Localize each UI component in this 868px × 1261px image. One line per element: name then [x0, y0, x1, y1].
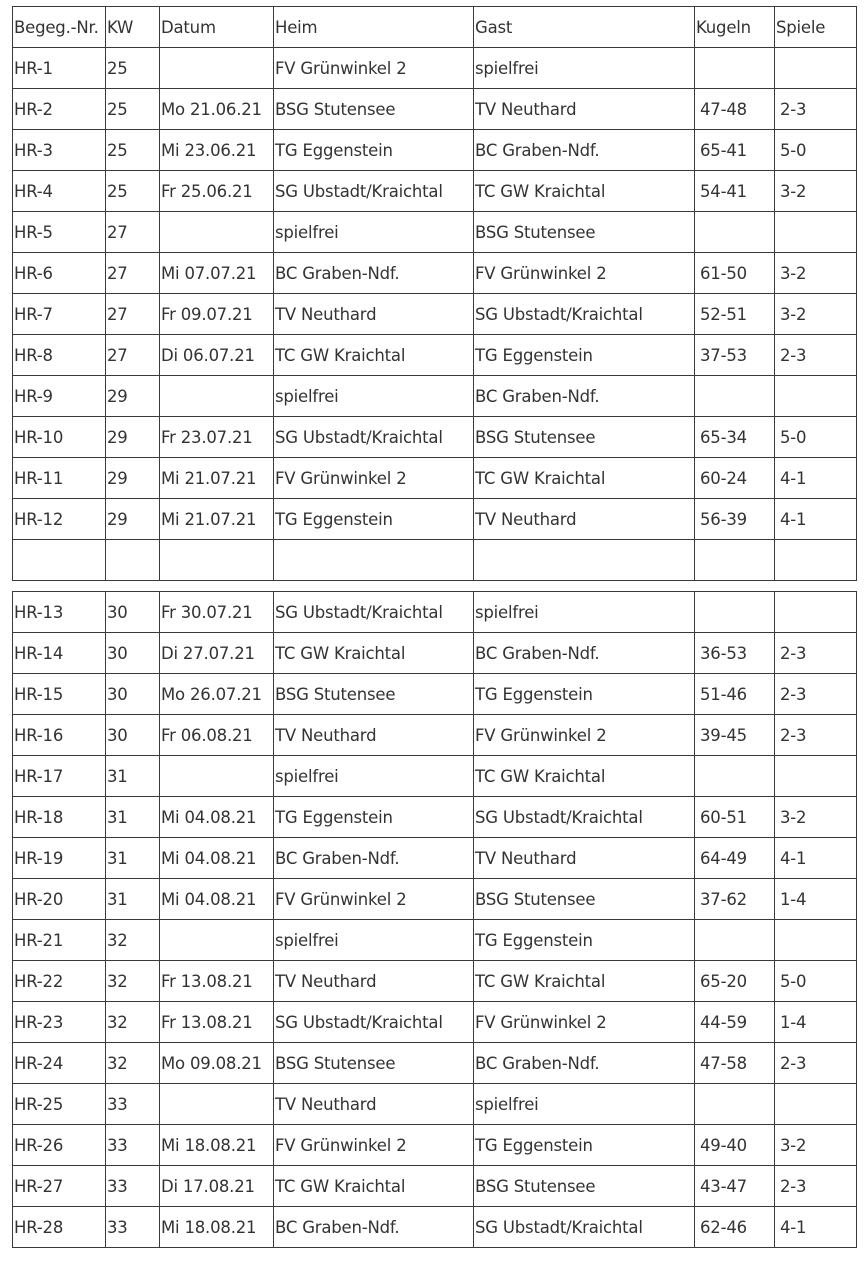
- cell-kw: 32: [106, 1043, 160, 1084]
- header-begeg-nr: Begeg.-Nr.: [13, 7, 106, 48]
- cell-kugeln: 44-59: [695, 1002, 775, 1043]
- cell-spiele: [775, 376, 857, 417]
- table-row: [13, 253, 857, 294]
- cell-datum: Di 06.07.21: [160, 335, 274, 376]
- cell-spiele: 3-2: [775, 797, 857, 838]
- cell-spiele: [775, 920, 857, 961]
- cell-gast: FV Grünwinkel 2: [474, 253, 695, 294]
- cell-spiele: 2-3: [775, 674, 857, 715]
- cell-heim: BC Graben-Ndf.: [274, 838, 474, 879]
- cell-kugeln: 65-34: [695, 417, 775, 458]
- cell-kugeln: 52-51: [695, 294, 775, 335]
- cell-datum: Mi 04.08.21: [160, 797, 274, 838]
- table-row: [13, 674, 857, 715]
- cell-begeg-nr: [13, 540, 106, 581]
- cell-heim: TC GW Kraichtal: [274, 335, 474, 376]
- cell-kugeln: [695, 920, 775, 961]
- header-gast: Gast: [474, 7, 695, 48]
- table-row: [13, 212, 857, 253]
- cell-begeg-nr: HR-21: [13, 920, 106, 961]
- cell-begeg-nr: HR-4: [13, 171, 106, 212]
- cell-datum: Mo 21.06.21: [160, 89, 274, 130]
- cell-gast: spielfrei: [474, 1084, 695, 1125]
- cell-heim: TG Eggenstein: [274, 797, 474, 838]
- cell-datum: Mi 21.07.21: [160, 458, 274, 499]
- cell-spiele: 1-4: [775, 1002, 857, 1043]
- cell-begeg-nr: HR-8: [13, 335, 106, 376]
- cell-kw: 32: [106, 920, 160, 961]
- cell-datum: Fr 13.08.21: [160, 1002, 274, 1043]
- cell-gast: spielfrei: [474, 592, 695, 633]
- cell-spiele: 5-0: [775, 417, 857, 458]
- cell-datum: Mo 26.07.21: [160, 674, 274, 715]
- cell-kugeln: 65-20: [695, 961, 775, 1002]
- cell-gast: TG Eggenstein: [474, 1125, 695, 1166]
- cell-kw: 25: [106, 171, 160, 212]
- table-row: [13, 130, 857, 171]
- cell-datum: Fr 30.07.21: [160, 592, 274, 633]
- cell-begeg-nr: HR-7: [13, 294, 106, 335]
- cell-spiele: 4-1: [775, 1207, 857, 1248]
- cell-gast: BC Graben-Ndf.: [474, 130, 695, 171]
- cell-heim: FV Grünwinkel 2: [274, 48, 474, 89]
- cell-kw: 30: [106, 674, 160, 715]
- cell-heim: spielfrei: [274, 376, 474, 417]
- cell-heim: spielfrei: [274, 756, 474, 797]
- cell-datum: Di 17.08.21: [160, 1166, 274, 1207]
- cell-begeg-nr: HR-19: [13, 838, 106, 879]
- cell-kw: 32: [106, 1002, 160, 1043]
- cell-kw: 27: [106, 253, 160, 294]
- cell-kugeln: 37-53: [695, 335, 775, 376]
- cell-datum: [160, 756, 274, 797]
- cell-kw: 31: [106, 838, 160, 879]
- cell-begeg-nr: HR-5: [13, 212, 106, 253]
- cell-spiele: [775, 1084, 857, 1125]
- table-row: [13, 592, 857, 633]
- cell-datum: Di 27.07.21: [160, 633, 274, 674]
- cell-spiele: 1-4: [775, 879, 857, 920]
- table-row: [13, 1002, 857, 1043]
- cell-datum: Mi 07.07.21: [160, 253, 274, 294]
- cell-heim: SG Ubstadt/Kraichtal: [274, 171, 474, 212]
- cell-spiele: 4-1: [775, 838, 857, 879]
- cell-kw: 25: [106, 48, 160, 89]
- cell-kw: 31: [106, 879, 160, 920]
- fixtures-table-first-half: [12, 6, 857, 581]
- cell-begeg-nr: HR-24: [13, 1043, 106, 1084]
- cell-datum: [160, 540, 274, 581]
- cell-gast: BSG Stutensee: [474, 1166, 695, 1207]
- cell-begeg-nr: HR-28: [13, 1207, 106, 1248]
- cell-begeg-nr: HR-12: [13, 499, 106, 540]
- cell-spiele: 4-1: [775, 499, 857, 540]
- cell-spiele: 3-2: [775, 294, 857, 335]
- cell-begeg-nr: HR-14: [13, 633, 106, 674]
- cell-gast: TV Neuthard: [474, 838, 695, 879]
- table-row: [13, 920, 857, 961]
- cell-kugeln: 54-41: [695, 171, 775, 212]
- cell-datum: Mi 04.08.21: [160, 879, 274, 920]
- cell-datum: [160, 212, 274, 253]
- table-row: [13, 1207, 857, 1248]
- cell-kugeln: [695, 48, 775, 89]
- table-row: [13, 1125, 857, 1166]
- cell-spiele: [775, 592, 857, 633]
- table-row: [13, 458, 857, 499]
- cell-heim: FV Grünwinkel 2: [274, 879, 474, 920]
- cell-gast: BSG Stutensee: [474, 417, 695, 458]
- cell-kugeln: 43-47: [695, 1166, 775, 1207]
- cell-spiele: 3-2: [775, 171, 857, 212]
- cell-gast: [474, 540, 695, 581]
- cell-heim: TV Neuthard: [274, 294, 474, 335]
- cell-spiele: 2-3: [775, 89, 857, 130]
- cell-heim: BSG Stutensee: [274, 89, 474, 130]
- cell-gast: BC Graben-Ndf.: [474, 633, 695, 674]
- cell-datum: Fr 09.07.21: [160, 294, 274, 335]
- cell-kugeln: 56-39: [695, 499, 775, 540]
- cell-begeg-nr: HR-11: [13, 458, 106, 499]
- cell-kw: 27: [106, 335, 160, 376]
- cell-begeg-nr: HR-17: [13, 756, 106, 797]
- cell-kugeln: 60-24: [695, 458, 775, 499]
- table-row: [13, 48, 857, 89]
- table-row: [13, 1084, 857, 1125]
- cell-kw: 30: [106, 592, 160, 633]
- cell-heim: TC GW Kraichtal: [274, 1166, 474, 1207]
- cell-begeg-nr: HR-2: [13, 89, 106, 130]
- cell-gast: TG Eggenstein: [474, 335, 695, 376]
- table-row: [13, 335, 857, 376]
- cell-gast: TG Eggenstein: [474, 674, 695, 715]
- table-row: [13, 961, 857, 1002]
- cell-begeg-nr: HR-22: [13, 961, 106, 1002]
- cell-kugeln: 37-62: [695, 879, 775, 920]
- cell-kugeln: 62-46: [695, 1207, 775, 1248]
- cell-kw: 25: [106, 89, 160, 130]
- cell-gast: TC GW Kraichtal: [474, 171, 695, 212]
- cell-datum: [160, 376, 274, 417]
- cell-kw: 32: [106, 961, 160, 1002]
- cell-spiele: 5-0: [775, 130, 857, 171]
- cell-spiele: 2-3: [775, 1166, 857, 1207]
- cell-begeg-nr: HR-26: [13, 1125, 106, 1166]
- cell-kugeln: 64-49: [695, 838, 775, 879]
- cell-spiele: 5-0: [775, 961, 857, 1002]
- cell-kugeln: [695, 376, 775, 417]
- cell-datum: Mi 18.08.21: [160, 1125, 274, 1166]
- cell-kw: 30: [106, 633, 160, 674]
- cell-spiele: 4-1: [775, 458, 857, 499]
- cell-datum: Fr 23.07.21: [160, 417, 274, 458]
- cell-gast: FV Grünwinkel 2: [474, 1002, 695, 1043]
- header-spiele: Spiele: [775, 7, 857, 48]
- table-row: [13, 879, 857, 920]
- cell-kw: 31: [106, 756, 160, 797]
- cell-begeg-nr: HR-18: [13, 797, 106, 838]
- cell-datum: Mi 04.08.21: [160, 838, 274, 879]
- cell-spiele: [775, 756, 857, 797]
- cell-begeg-nr: HR-1: [13, 48, 106, 89]
- table-row: [13, 756, 857, 797]
- cell-heim: TC GW Kraichtal: [274, 633, 474, 674]
- cell-kw: 33: [106, 1166, 160, 1207]
- cell-datum: Fr 06.08.21: [160, 715, 274, 756]
- table-row: [13, 540, 857, 581]
- cell-kw: 31: [106, 797, 160, 838]
- cell-datum: [160, 920, 274, 961]
- cell-kugeln: 39-45: [695, 715, 775, 756]
- cell-spiele: 2-3: [775, 1043, 857, 1084]
- cell-kugeln: 60-51: [695, 797, 775, 838]
- cell-heim: TV Neuthard: [274, 961, 474, 1002]
- cell-spiele: [775, 48, 857, 89]
- cell-kw: 29: [106, 417, 160, 458]
- cell-begeg-nr: HR-13: [13, 592, 106, 633]
- cell-gast: SG Ubstadt/Kraichtal: [474, 294, 695, 335]
- table-row: [13, 171, 857, 212]
- header-kugeln: Kugeln: [695, 7, 775, 48]
- cell-heim: TG Eggenstein: [274, 130, 474, 171]
- cell-gast: BC Graben-Ndf.: [474, 1043, 695, 1084]
- cell-kugeln: 51-46: [695, 674, 775, 715]
- table-row: [13, 417, 857, 458]
- cell-heim: TV Neuthard: [274, 715, 474, 756]
- cell-spiele: 2-3: [775, 335, 857, 376]
- cell-kw: 27: [106, 212, 160, 253]
- cell-heim: BSG Stutensee: [274, 674, 474, 715]
- cell-spiele: 2-3: [775, 633, 857, 674]
- cell-heim: SG Ubstadt/Kraichtal: [274, 417, 474, 458]
- cell-begeg-nr: HR-6: [13, 253, 106, 294]
- table-row: [13, 89, 857, 130]
- cell-gast: TV Neuthard: [474, 89, 695, 130]
- cell-spiele: 3-2: [775, 1125, 857, 1166]
- cell-gast: BSG Stutensee: [474, 212, 695, 253]
- cell-kw: 29: [106, 499, 160, 540]
- table-row: [13, 797, 857, 838]
- cell-begeg-nr: HR-3: [13, 130, 106, 171]
- cell-kw: 27: [106, 294, 160, 335]
- cell-kw: 25: [106, 130, 160, 171]
- cell-datum: [160, 1084, 274, 1125]
- cell-kw: 33: [106, 1125, 160, 1166]
- cell-gast: SG Ubstadt/Kraichtal: [474, 1207, 695, 1248]
- cell-begeg-nr: HR-27: [13, 1166, 106, 1207]
- cell-kugeln: 47-58: [695, 1043, 775, 1084]
- cell-kugeln: 49-40: [695, 1125, 775, 1166]
- cell-kw: 29: [106, 458, 160, 499]
- cell-datum: Mi 18.08.21: [160, 1207, 274, 1248]
- cell-kugeln: [695, 212, 775, 253]
- header-kw: KW: [106, 7, 160, 48]
- cell-gast: TV Neuthard: [474, 499, 695, 540]
- table-row: [13, 838, 857, 879]
- cell-gast: BC Graben-Ndf.: [474, 376, 695, 417]
- cell-gast: TG Eggenstein: [474, 920, 695, 961]
- table-header-row: [13, 7, 857, 48]
- cell-kugeln: [695, 540, 775, 581]
- table-row: [13, 1043, 857, 1084]
- header-datum: Datum: [160, 7, 274, 48]
- table-row: [13, 376, 857, 417]
- cell-heim: BSG Stutensee: [274, 1043, 474, 1084]
- cell-begeg-nr: HR-9: [13, 376, 106, 417]
- cell-spiele: [775, 212, 857, 253]
- cell-kugeln: [695, 592, 775, 633]
- cell-kugeln: 36-53: [695, 633, 775, 674]
- cell-begeg-nr: HR-16: [13, 715, 106, 756]
- cell-kw: 30: [106, 715, 160, 756]
- cell-begeg-nr: HR-10: [13, 417, 106, 458]
- cell-datum: Mo 09.08.21: [160, 1043, 274, 1084]
- cell-kugeln: 47-48: [695, 89, 775, 130]
- cell-gast: BSG Stutensee: [474, 879, 695, 920]
- cell-begeg-nr: HR-23: [13, 1002, 106, 1043]
- cell-heim: BC Graben-Ndf.: [274, 253, 474, 294]
- cell-kugeln: [695, 1084, 775, 1125]
- fixtures-table-second-half: [12, 591, 857, 1248]
- cell-heim: SG Ubstadt/Kraichtal: [274, 1002, 474, 1043]
- table-row: [13, 499, 857, 540]
- cell-heim: BC Graben-Ndf.: [274, 1207, 474, 1248]
- cell-kugeln: 61-50: [695, 253, 775, 294]
- header-heim: Heim: [274, 7, 474, 48]
- cell-gast: spielfrei: [474, 48, 695, 89]
- cell-gast: TC GW Kraichtal: [474, 756, 695, 797]
- cell-heim: [274, 540, 474, 581]
- cell-spiele: 2-3: [775, 715, 857, 756]
- cell-kw: 29: [106, 376, 160, 417]
- cell-heim: TV Neuthard: [274, 1084, 474, 1125]
- cell-gast: TC GW Kraichtal: [474, 458, 695, 499]
- cell-datum: Fr 25.06.21: [160, 171, 274, 212]
- cell-kw: 33: [106, 1084, 160, 1125]
- table-row: [13, 715, 857, 756]
- cell-begeg-nr: HR-15: [13, 674, 106, 715]
- cell-kugeln: [695, 756, 775, 797]
- cell-datum: Mi 21.07.21: [160, 499, 274, 540]
- cell-spiele: 3-2: [775, 253, 857, 294]
- cell-kugeln: 65-41: [695, 130, 775, 171]
- cell-kw: [106, 540, 160, 581]
- cell-heim: FV Grünwinkel 2: [274, 458, 474, 499]
- cell-datum: [160, 48, 274, 89]
- cell-datum: Fr 13.08.21: [160, 961, 274, 1002]
- cell-heim: spielfrei: [274, 920, 474, 961]
- cell-spiele: [775, 540, 857, 581]
- cell-begeg-nr: HR-20: [13, 879, 106, 920]
- cell-datum: Mi 23.06.21: [160, 130, 274, 171]
- cell-gast: SG Ubstadt/Kraichtal: [474, 797, 695, 838]
- cell-heim: FV Grünwinkel 2: [274, 1125, 474, 1166]
- cell-heim: spielfrei: [274, 212, 474, 253]
- table-row: [13, 1166, 857, 1207]
- cell-gast: FV Grünwinkel 2: [474, 715, 695, 756]
- cell-begeg-nr: HR-25: [13, 1084, 106, 1125]
- cell-gast: TC GW Kraichtal: [474, 961, 695, 1002]
- cell-kw: 33: [106, 1207, 160, 1248]
- cell-heim: SG Ubstadt/Kraichtal: [274, 592, 474, 633]
- table-row: [13, 294, 857, 335]
- cell-heim: TG Eggenstein: [274, 499, 474, 540]
- table-row: [13, 633, 857, 674]
